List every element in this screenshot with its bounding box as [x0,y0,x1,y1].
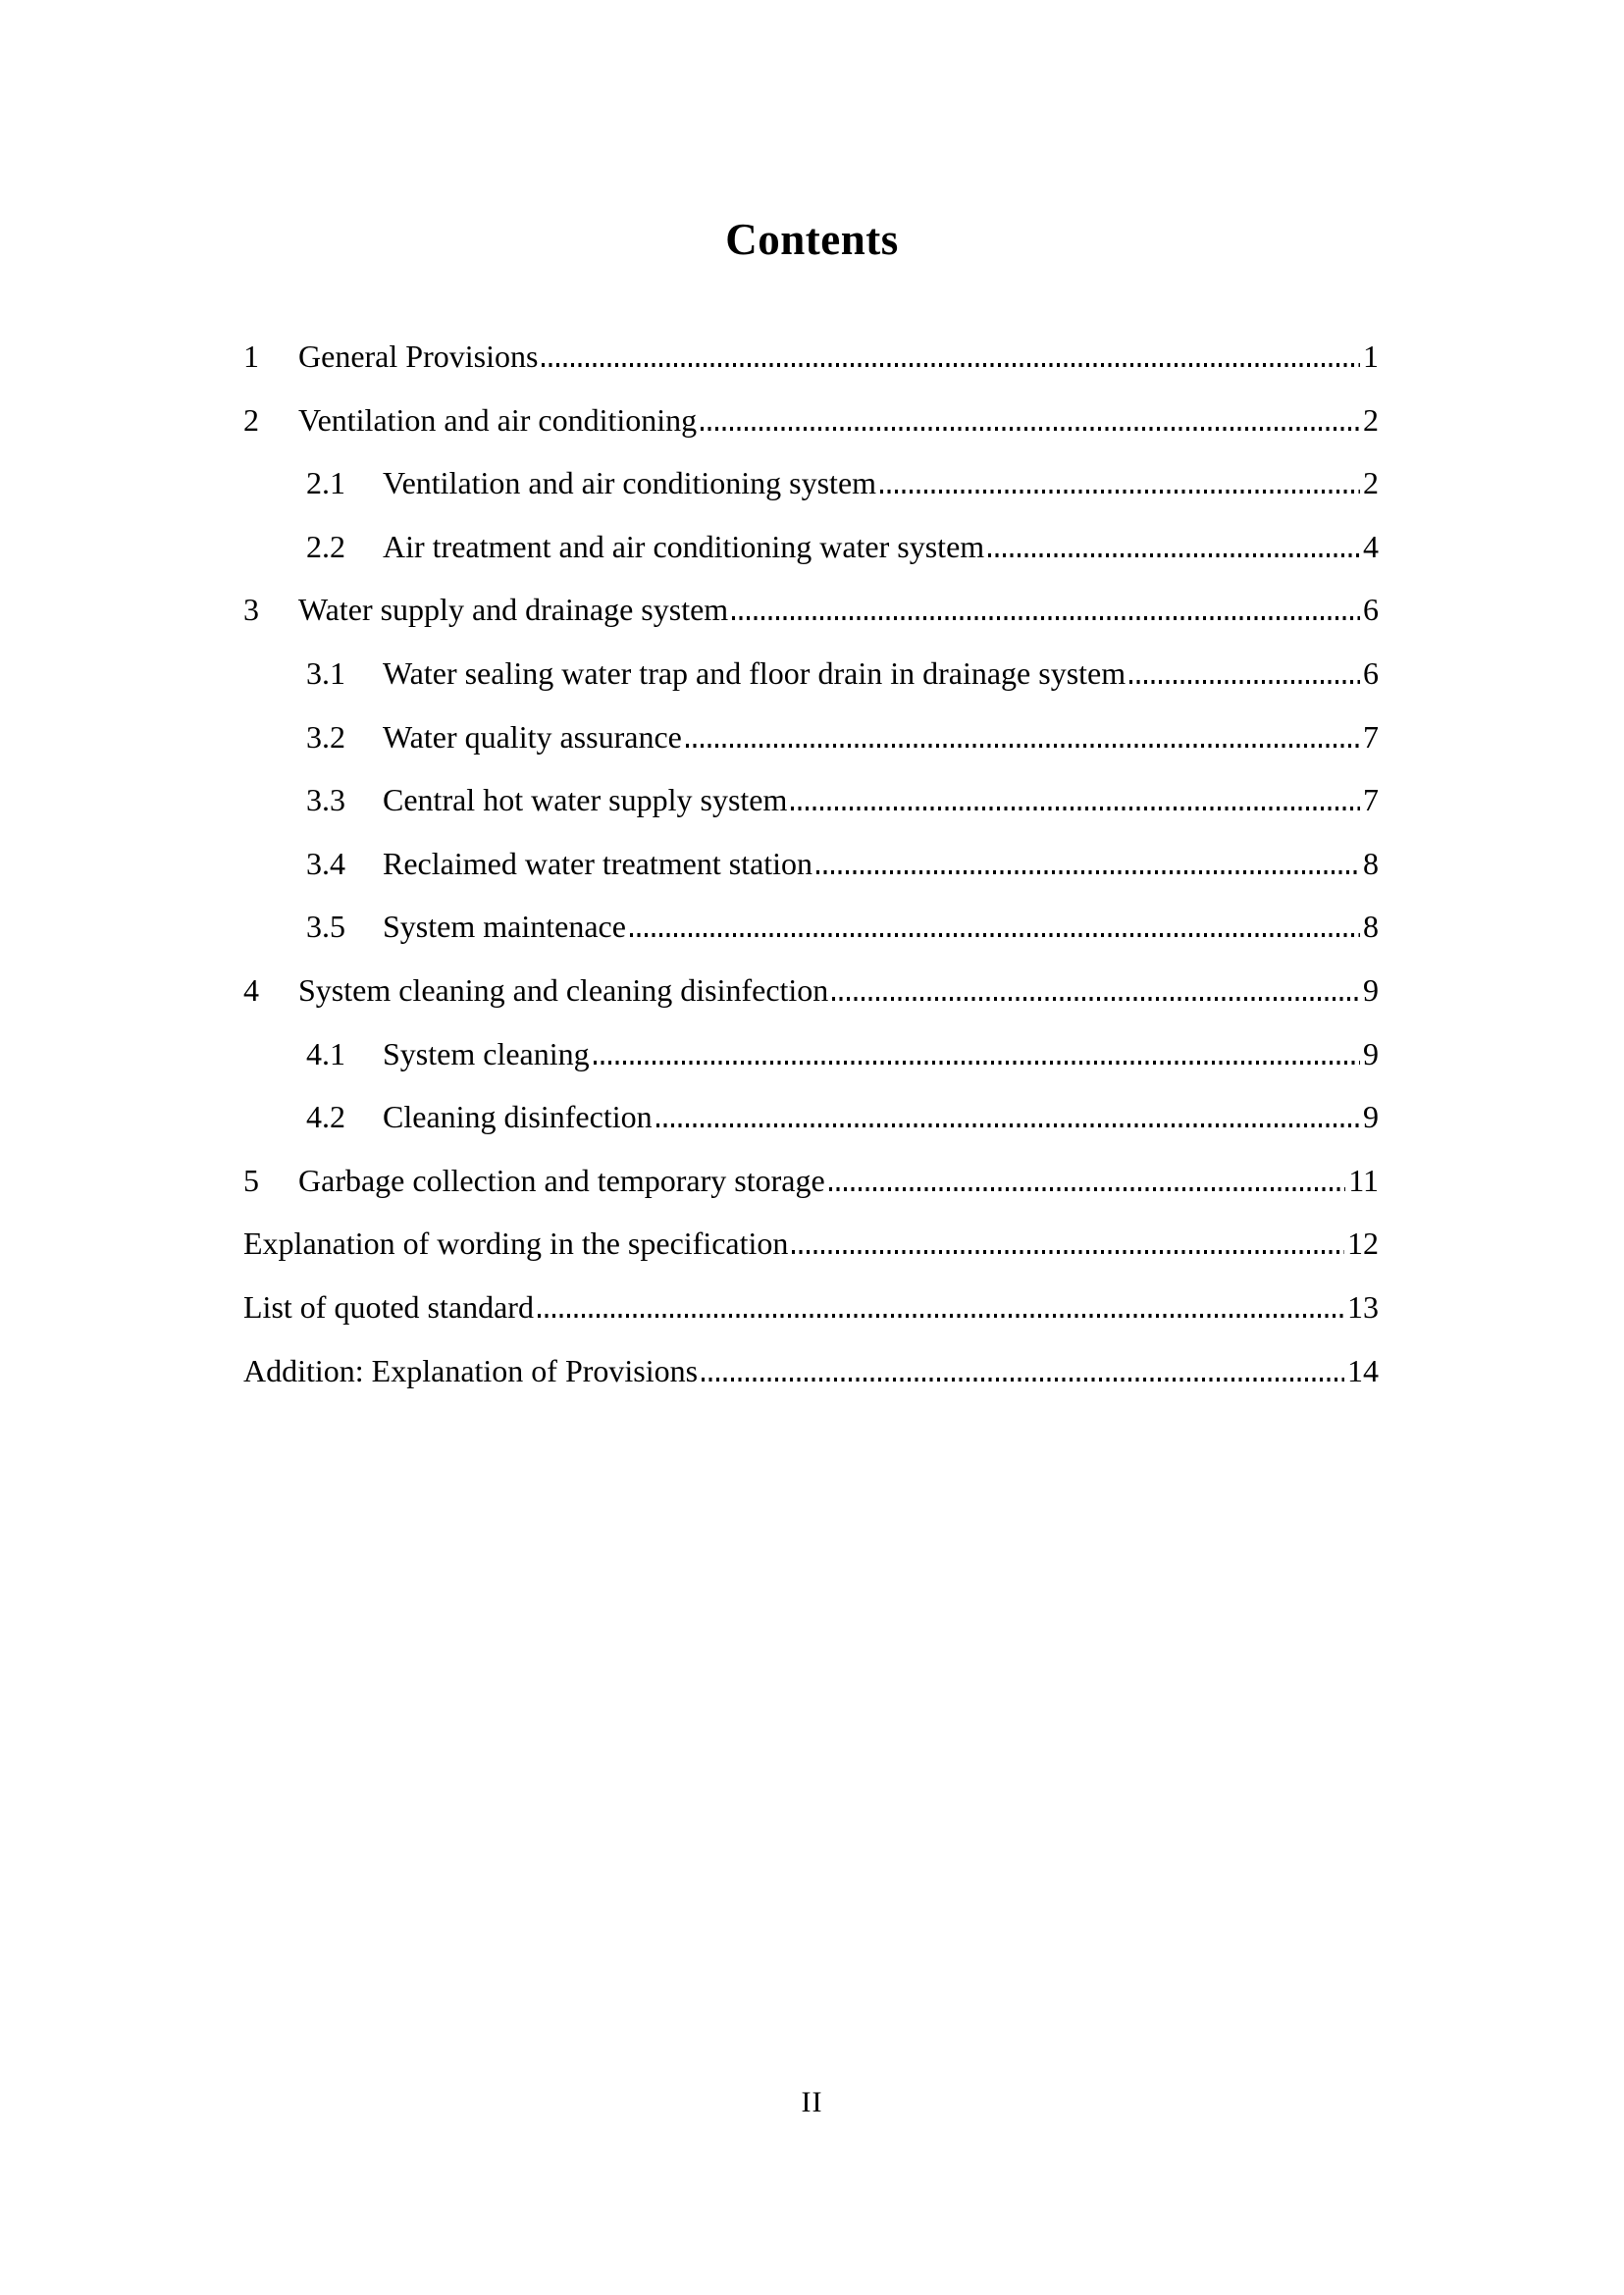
toc-leader-dots [594,1061,1360,1065]
toc-entry-page: 7 [1363,782,1379,818]
toc-entry[interactable] [243,705,1379,769]
toc-entry-label: Cleaning disinfection [383,1099,653,1135]
toc-entry-number: 3 [243,592,259,628]
page-number-footer: II [801,2086,823,2118]
table-of-contents [243,325,1379,1402]
toc-entry-label: Ventilation and air conditioning system [383,465,877,501]
toc-entry-number: 3.3 [306,782,345,818]
toc-entry-number: 5 [243,1162,259,1198]
toc-entry[interactable] [243,642,1379,705]
toc-entry[interactable] [243,451,1379,515]
toc-entry-number: 4.2 [306,1099,345,1135]
toc-entry-number: 2.1 [306,465,345,501]
toc-entry-label: Water sealing water trap and floor drain in drainage system [383,654,1126,691]
toc-entry[interactable] [243,515,1379,579]
toc-entry-number: 4.1 [306,1035,345,1071]
toc-entry-page: 13 [1347,1288,1379,1325]
toc-leader-dots [829,1187,1346,1191]
toc-entry[interactable] [243,1149,1379,1213]
toc-entry-label: System cleaning and cleaning disinfection [298,971,829,1008]
toc-leader-dots [791,807,1360,810]
toc-entry-page: 2 [1363,465,1379,501]
toc-leader-dots [538,1314,1344,1318]
toc-entry[interactable] [243,578,1379,642]
toc-entry[interactable] [243,325,1379,389]
toc-entry-number: 2.2 [306,528,345,564]
toc-entry-page: 2 [1363,401,1379,438]
toc-leader-dots [656,1123,1360,1127]
toc-entry[interactable] [243,389,1379,452]
toc-entry-page: 6 [1363,654,1379,691]
toc-entry-page: 8 [1363,909,1379,945]
toc-entry[interactable] [243,895,1379,959]
toc-entry-label: General Provisions [298,339,539,374]
toc-entry-page: 14 [1347,1352,1379,1388]
toc-leader-dots [792,1250,1344,1254]
toc-leader-dots [880,490,1360,494]
toc-entry-number: 3.2 [306,718,345,755]
toc-entry-page: 9 [1363,1035,1379,1071]
toc-entry-label: System cleaning [383,1035,590,1071]
toc-leader-dots [630,933,1360,937]
toc-entry-page: 7 [1363,718,1379,755]
toc-entry-label: Air treatment and air conditioning water system [383,528,985,564]
toc-entry[interactable] [243,1212,1379,1276]
toc-entry-number: 3.4 [306,845,345,881]
toc-entry-page: 9 [1363,971,1379,1008]
page-title: Contents [725,215,899,264]
toc-entry[interactable] [243,1276,1379,1339]
toc-entry-label: Reclaimed water treatment station [383,845,813,881]
toc-leader-dots [702,1378,1344,1382]
toc-leader-dots [732,616,1360,620]
toc-leader-dots [1129,680,1360,684]
toc-entry-label: Garbage collection and temporary storage [298,1162,825,1198]
toc-entry-label: Water quality assurance [383,718,682,755]
toc-leader-dots [701,427,1360,431]
toc-entry-number: 3.5 [306,909,345,945]
toc-entry-page: 11 [1348,1162,1379,1198]
toc-entry-label: Ventilation and air conditioning [298,401,698,438]
toc-entry-page: 4 [1363,528,1379,564]
toc-entry[interactable] [243,832,1379,896]
toc-entry-label: Central hot water supply system [383,782,788,818]
toc-entry-page: 6 [1363,592,1379,628]
toc-entry-number: 3.1 [306,654,345,691]
toc-entry[interactable] [243,1339,1379,1403]
toc-entry[interactable] [243,1085,1379,1149]
toc-entry-label: System maintenace [383,909,626,945]
toc-entry-label: Explanation of wording in the specification [243,1226,789,1262]
toc-entry[interactable] [243,1022,1379,1086]
toc-entry-label: Water supply and drainage system [298,592,729,628]
toc-entry-page: 8 [1363,845,1379,881]
toc-leader-dots [832,997,1360,1001]
toc-entry-page: 9 [1363,1099,1379,1135]
toc-leader-dots [542,363,1360,367]
toc-entry-page: 12 [1347,1226,1379,1262]
toc-leader-dots [816,870,1360,874]
toc-leader-dots [686,744,1360,748]
toc-leader-dots [988,553,1360,557]
toc-entry-label: List of quoted standard [243,1288,534,1325]
toc-entry[interactable] [243,959,1379,1022]
toc-entry-number: 1 [243,339,259,374]
toc-entry-number: 4 [243,971,259,1008]
toc-entry[interactable] [243,768,1379,832]
toc-entry-label: Addition: Explanation of Provisions [243,1352,699,1388]
toc-entry-page: 1 [1363,339,1379,374]
toc-entry-number: 2 [243,401,259,438]
